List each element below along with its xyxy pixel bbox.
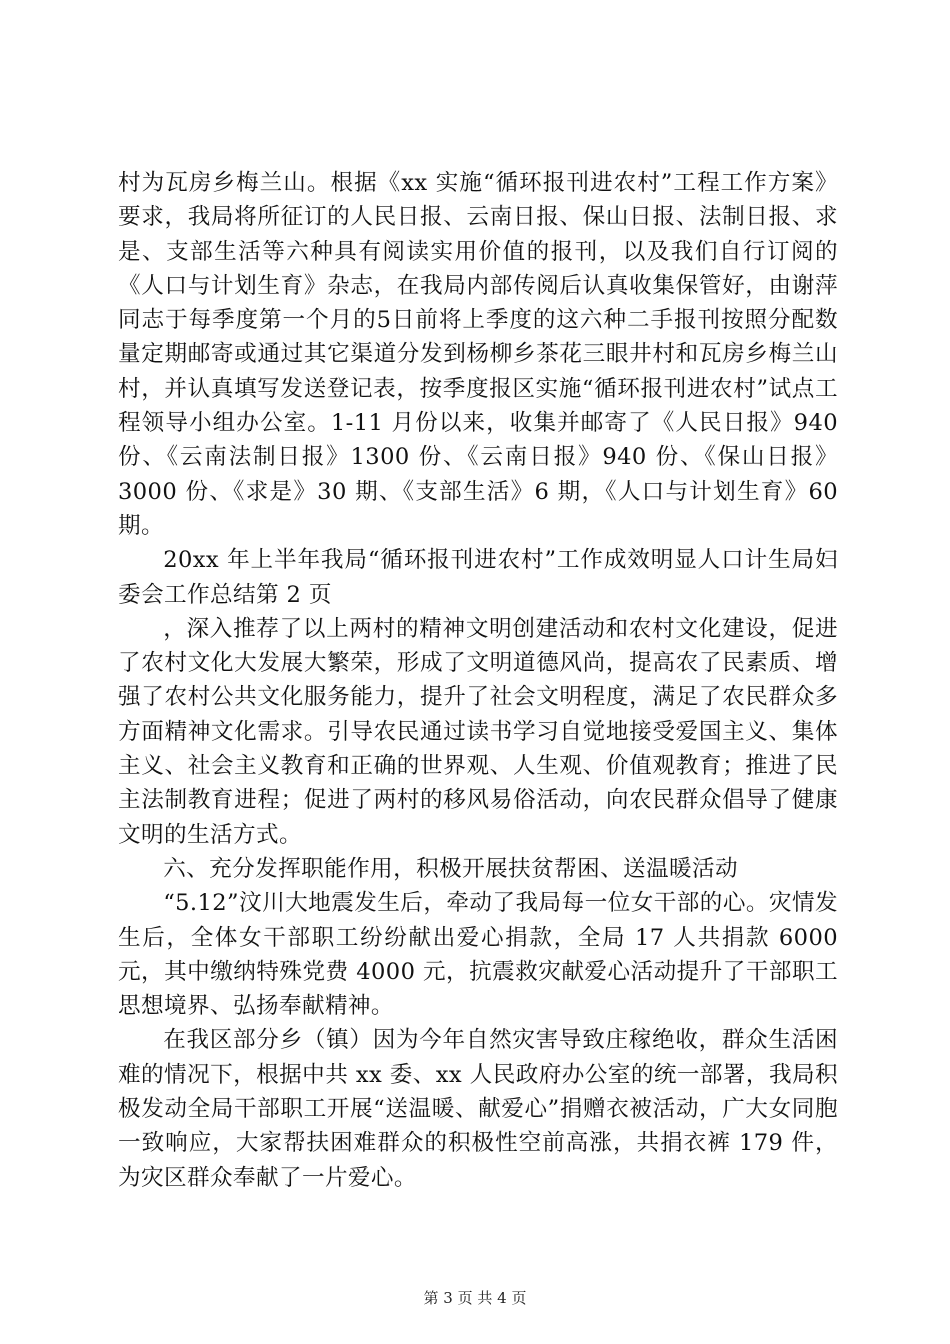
page-number-footer: 第 3 页 共 4 页 bbox=[423, 1289, 527, 1307]
paragraph-6: 在我区部分乡（镇）因为今年自然灾害导致庄稼绝收，群众生活困难的情况下，根据中共 xx 委、xx 人民政府办公室的统一部署，我局积极发动全局干部职工开展“送温暖、献爱心”捐赠衣被活动，广大女同胞一致响应，大家帮扶困难群众的积极性空前高涨，共捐衣裤 179 件，为灾区群众奉献了一片爱心。 bbox=[118, 1027, 838, 1191]
document-body bbox=[118, 166, 838, 1195]
paragraph-2: 20xx 年上半年我局“循环报刊进农村”工作成效明显人口计生局妇委会工作总结第 2 页 bbox=[118, 547, 838, 608]
paragraph-1: 村为瓦房乡梅兰山。根据《xx 实施“循环报刊进农村”工程工作方案》要求，我局将所征订的人民日报、云南日报、保山日报、法制日报、求是、支部生活等六种具有阅读实用价值的报刊，以及我们自行订阅的《人口与计划生育》杂志，在我局内部传阅后认真收集保管好，由谢萍同志于每季度第一个月的5日前将上季度的这六种二手报刊按照分配数量定期邮寄或通过其它渠道分发到杨柳乡茶花三眼井村和瓦房乡梅兰山村，并认真填写发送登记表，按季度报区实施“循环报刊进农村”试点工程领导小组办公室。1-11 月份以来，收集并邮寄了《人民日报》940 份、《云南法制日报》1300 份、《云南日报》940 份、《保山日报》3000 份、《求是》30 期、《支部生活》6 期，《人口与计划生育》60 期。 bbox=[118, 170, 838, 539]
paragraph-3: ，深入推荐了以上两村的精神文明创建活动和农村文化建设，促进了农村文化大发展大繁荣，形成了文明道德风尚，提高农了民素质、增强了农村公共文化服务能力，提升了社会文明程度，满足了农民群众多方面精神文化需求。引导农民通过读书学习自觉地接受爱国主义、集体主义、社会主义教育和正确的世界观、人生观、价值观教育；推进了民主法制教育进程；促进了两村的移风易俗活动，向农民群众倡导了健康文明的生活方式。 bbox=[118, 615, 838, 848]
section-heading: 六、充分发挥职能作用，积极开展扶贫帮困、送温暖活动 bbox=[163, 855, 739, 882]
paragraph-5: “5.12”汶川大地震发生后，牵动了我局每一位女干部的心。灾情发生后，全体女干部职工纷纷献出爱心捐款，全局 17 人共捐款 6000 元，其中缴纳特殊党费 4000 元，抗震救灾献爱心活动提升了干部职工思想境界、弘扬奉献精神。 bbox=[118, 890, 838, 1020]
